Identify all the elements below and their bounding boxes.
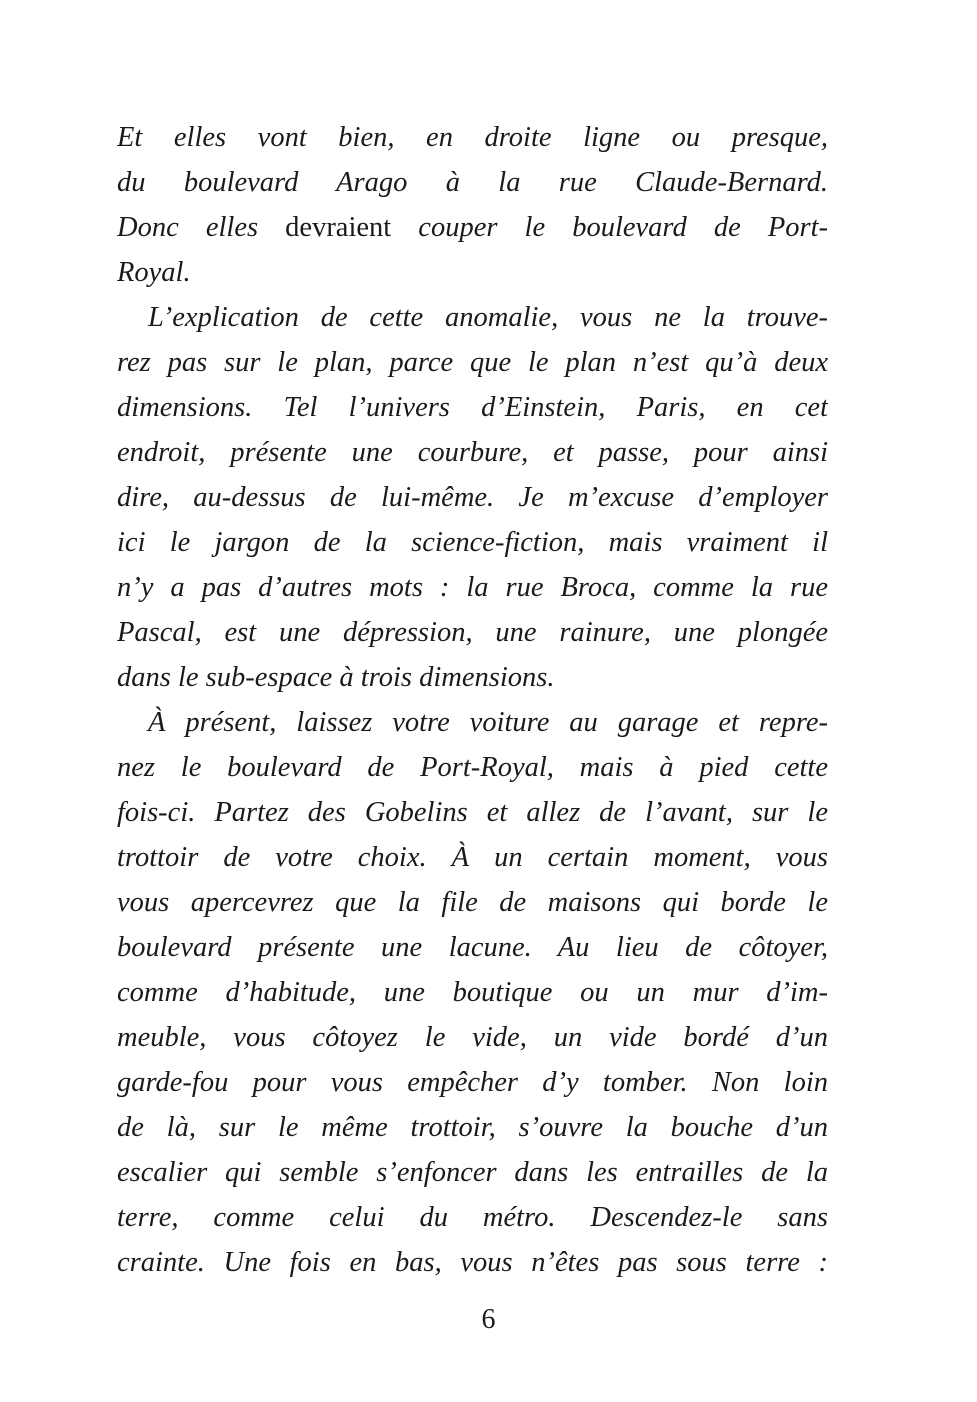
text-line: n’y a pas d’autres mots : la rue Broca, comme la rue [117,572,828,603]
text-line: vous apercevrez que la file de maisons qui borde le [117,887,828,918]
text-line: ici le jargon de la science-fiction, mais vraiment il [117,527,828,558]
text-line: du boulevard Arago à la rue Claude-Bernard. [117,167,828,198]
roman-text-segment: devraient [285,212,392,243]
text-line: comme d’habitude, une boutique ou un mur d’im- [117,977,828,1008]
page-body [117,115,828,1285]
text-segment: couper le boulevard de Port- [391,212,828,243]
text-line: garde-fou pour vous empêcher d’y tomber. Non loin [117,1067,828,1098]
text-line: boulevard présente une lacune. Au lieu de côtoyer, [117,932,828,963]
page-number: 6 [481,1304,496,1335]
text-line: rez pas sur le plan, parce que le plan n’est qu’à deux [117,347,828,378]
paragraph-2 [117,295,828,700]
paragraph-1 [117,115,828,295]
text-line: fois-ci. Partez des Gobelins et allez de l’avant, sur le [117,797,828,828]
text-line: dans le sub-espace à trois dimensions. [117,662,555,693]
text-segment: Donc elles [117,212,286,243]
text-line: escalier qui semble s’enfoncer dans les entrailles de la [117,1157,828,1188]
text-line: terre, comme celui du métro. Descendez-le sans [117,1202,828,1233]
text-line: dire, au-dessus de lui-même. Je m’excuse d’employer [117,482,828,513]
text-line: Pascal, est une dépression, une rainure, une plongée [117,617,828,648]
text-line: endroit, présente une courbure, et passe, pour ainsi [117,437,828,468]
text-line [117,205,828,250]
text-line: crainte. Une fois en bas, vous n’êtes pas sous terre : [117,1247,828,1278]
text-line: À présent, laissez votre voiture au garage et repre- [148,707,828,738]
text-line: dimensions. Tel l’univers d’Einstein, Paris, en cet [117,392,828,423]
text-line: L’explication de cette anomalie, vous ne la trouve- [148,302,828,333]
text-line: Et elles vont bien, en droite ligne ou presque, [117,122,828,153]
text-line: trottoir de votre choix. À un certain moment, vous [117,842,828,873]
paragraph-3 [117,700,828,1285]
text-line: Royal. [117,257,191,288]
text-line: de là, sur le même trottoir, s’ouvre la bouche d’un [117,1112,828,1143]
text-line: nez le boulevard de Port-Royal, mais à pied cette [117,752,828,783]
text-line: meuble, vous côtoyez le vide, un vide bordé d’un [117,1022,828,1053]
